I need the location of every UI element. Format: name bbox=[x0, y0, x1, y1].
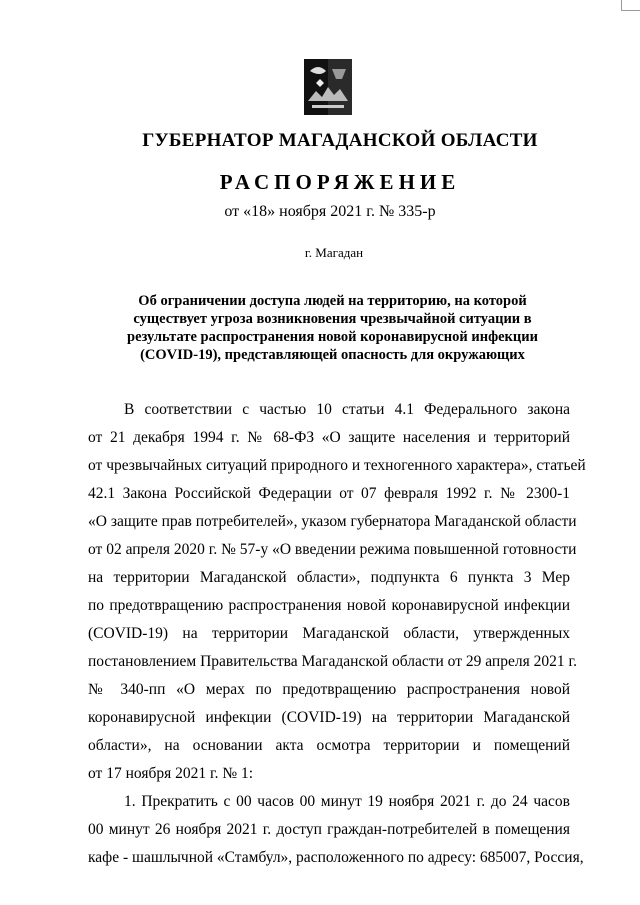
body-line: 00 минут 26 ноября 2021 г. доступ граждан-потребителей в помещения bbox=[88, 821, 570, 838]
order-subject bbox=[90, 292, 575, 364]
body-line: на территории Магаданской области», подпункта 6 пункта 3 Мер bbox=[88, 569, 570, 586]
body-line: области», на основании акта осмотра территории и помещений bbox=[88, 737, 570, 754]
body-line: от 21 декабря 1994 г. № 68-ФЗ «О защите населения и территорий bbox=[88, 429, 570, 446]
order-date-number: от «18» ноября 2021 г. № 335-р bbox=[224, 203, 436, 220]
body-line: 1. Прекратить с 00 часов 00 минут 19 ноября 2021 г. до 24 часов bbox=[124, 793, 570, 810]
subject-line: результате распространения новой коронавирусной инфекции bbox=[127, 329, 538, 345]
scan-corner-mark bbox=[621, 0, 640, 11]
subject-line: (COVID-19), представляющей опасность для окружающих bbox=[140, 347, 525, 363]
subject-line: существует угроза возникновения чрезвычайной ситуации в bbox=[133, 311, 532, 327]
body-line: № 340-пп «О мерах по предотвращению распространения новой bbox=[88, 681, 570, 698]
order-city: г. Магадан bbox=[304, 245, 364, 260]
body-line: от 02 апреля 2020 г. № 57-у «О введении режима повышенной готовности bbox=[88, 541, 577, 558]
body-line: 42.1 Закона Российской Федерации от 07 февраля 1992 г. № 2300-1 bbox=[88, 485, 570, 502]
body-line: постановлением Правительства Магаданской области от 29 апреля 2021 г. bbox=[88, 653, 577, 670]
subject-line: Об ограничении доступа людей на территорию, на которой bbox=[138, 293, 527, 309]
body-line: В соответствии с частью 10 статьи 4.1 Федерального закона bbox=[124, 401, 570, 418]
body-line: от чрезвычайных ситуаций природного и техногенного характера», статьей bbox=[88, 457, 586, 474]
body-line: от 17 ноября 2021 г. № 1: bbox=[88, 765, 254, 782]
body-line: коронавирусной инфекции (COVID-19) на территории Магаданской bbox=[88, 709, 570, 726]
body-line: (COVID-19) на территории Магаданской области, утвержденных bbox=[88, 625, 570, 642]
governor-title: ГУБЕРНАТОР МАГАДАНСКОЙ ОБЛАСТИ bbox=[142, 130, 538, 151]
body-line: по предотвращению распространения новой коронавирусной инфекции bbox=[88, 597, 570, 614]
coat-of-arms-icon bbox=[302, 57, 354, 117]
body-line: кафе - шашлычной «Стамбул», расположенного по адресу: 685007, Россия, bbox=[88, 849, 584, 866]
body-line: «О защите прав потребителей», указом губернатора Магаданской области bbox=[88, 513, 577, 530]
order-title: РАСПОРЯЖЕНИЕ bbox=[219, 170, 461, 194]
